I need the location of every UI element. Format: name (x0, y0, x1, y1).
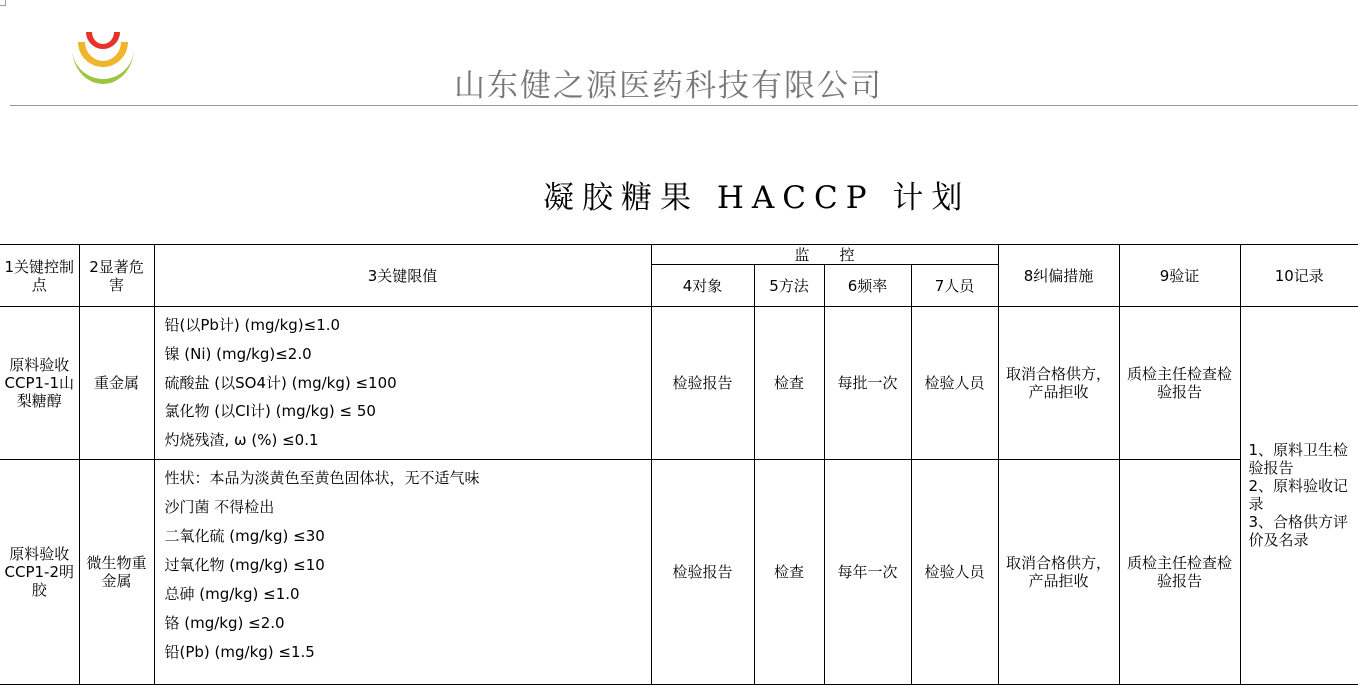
personnel-cell: 检验人员 (911, 307, 998, 460)
header-method: 5方法 (754, 265, 824, 307)
record-item: 2、原料验收记录 (1248, 477, 1349, 514)
header-frequency: 6频率 (824, 265, 911, 307)
correction-cell: 取消合格供方，产品拒收 (998, 307, 1119, 460)
header-monitoring: 监 控 (651, 245, 998, 265)
object-cell: 检验报告 (651, 459, 754, 684)
ccp-cell: 原料验收CCP1-1山梨糖醇 (0, 307, 79, 460)
correction-cell: 取消合格供方，产品拒收 (998, 459, 1119, 684)
limit-item: 总砷 (mg/kg) ≤1.0 (164, 584, 300, 603)
header-row (0, 245, 1358, 265)
limit-item: 氯化物 (以CI计) (mg/kg) ≤ 50 (164, 402, 376, 421)
frequency-cell: 每批一次 (824, 307, 911, 460)
object-cell: 检验报告 (651, 307, 754, 460)
limit-item: 铅(Pb) (mg/kg) ≤1.5 (164, 642, 315, 661)
header-correction: 8纠偏措施 (998, 245, 1119, 307)
verification-cell: 质检主任检查检验报告 (1119, 307, 1240, 460)
personnel-cell: 检验人员 (911, 459, 998, 684)
record-item: 3、合格供方评价及名录 (1248, 513, 1349, 550)
frequency-cell: 每年一次 (824, 459, 911, 684)
ccp-cell: 原料验收CCP1-2明胶 (0, 459, 79, 684)
company-name: 山东健之源医药科技有限公司 (454, 68, 883, 104)
limit-item: 铅(以Pb计) (mg/kg)≤1.0 (164, 316, 341, 334)
hazard-cell: 微生物重金属 (79, 459, 154, 684)
limit-item: 镍 (Ni) (mg/kg)≤2.0 (164, 344, 312, 363)
limit-item: 沙门菌 不得检出 (164, 497, 275, 516)
header-personnel: 7人员 (911, 265, 998, 307)
limits-cell (154, 459, 651, 684)
method-cell: 检查 (754, 307, 824, 460)
header-critical-limits: 3关键限值 (154, 245, 651, 307)
record-item: 1、原料卫生检验报告 (1248, 441, 1349, 478)
limit-item: 过氧化物 (mg/kg) ≤10 (164, 555, 325, 574)
limit-item: 二氧化硫 (mg/kg) ≤30 (164, 526, 325, 545)
hazard-cell: 重金属 (79, 307, 154, 460)
header-hazard: 2显著危害 (79, 245, 154, 307)
limit-item: 性状：本品为淡黄色至黄色固体状，无不适气味 (164, 468, 480, 487)
header-ccp: 1关键控制点 (0, 245, 79, 307)
table-row (0, 307, 1358, 460)
limits-cell (154, 307, 651, 460)
verification-cell: 质检主任检查检验报告 (1119, 459, 1240, 684)
header-divider (10, 105, 1358, 106)
page-corner-mark (0, 0, 6, 6)
company-logo-icon (68, 24, 138, 92)
records-cell (1240, 307, 1358, 685)
limit-item: 铬 (mg/kg) ≤2.0 (164, 613, 285, 632)
header-object: 4对象 (651, 265, 754, 307)
limit-item: 灼烧残渣, ω (%) ≤0.1 (164, 431, 319, 450)
header-verification: 9验证 (1119, 245, 1240, 307)
table-row (0, 459, 1358, 684)
haccp-plan-table (0, 244, 1358, 685)
header-records: 10记录 (1240, 245, 1358, 307)
limit-item: 硫酸盐 (以SO4计) (mg/kg) ≤100 (164, 373, 397, 392)
document-title: 凝胶糖果 HACCP 计划 (543, 180, 971, 216)
method-cell: 检查 (754, 459, 824, 684)
